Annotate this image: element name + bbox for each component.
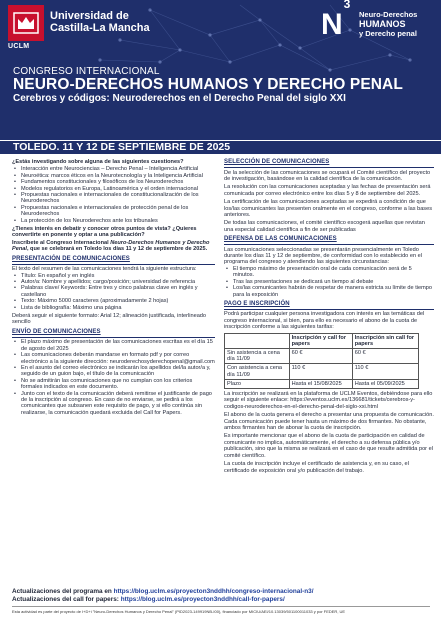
registration-info: El abono de la cuota genera el derecho a presentar una propuesta de comunicación. Cada comunicación puede tener hasta un máximo de dos firmantes. No obstante, ambos firmantes han de abonar la cuota de inscripción. [224,412,434,432]
n3-tagline-line2: HUMANOS [359,19,406,29]
list-item: • Tras las presentaciones se dedicará un tiempo al debate [224,279,434,285]
n3-tagline-line3: y Derecho penal [359,29,417,38]
list-item: • Autor/a: Nombre y apellidos; cargo/posición; universidad de referencia [12,279,215,285]
program-updates [12,588,432,596]
list-item: • Texto: Máximo 5000 caracteres (aproximadamente 2 hojas) [12,298,215,304]
table-cell: Sin asistencia a cena día 11/09 [225,349,290,364]
n3-tagline-line1: Neuro-Derechos [359,10,418,19]
list-item: • La protección de los Neuroderechos ante los tribunales [12,218,215,224]
table-cell: Hasta el 15/08/2025 [289,379,352,388]
university-name-line1: Universidad de [50,10,129,22]
table-cell: Con asistencia a cena día 11/09 [225,364,290,379]
list-item: • Propuestas nacionales e internacionales de protección penal de los Neuroderechos [12,205,215,218]
defense-intro: Las comunicaciones seleccionadas se presentarán presencialmente en Toledo durante los días 11 y 12 de septiembre, de conformidad con lo establecido en el programa del congreso y atendiendo las siguientes circunstancias: [224,246,422,266]
section-divider [224,167,434,168]
registration-info: La cuota de inscripción incluye el certificado de asistencia y, en su caso, el certificado de exposición oral y/o publicación del trabajo. [224,461,409,474]
section-title-defense: DEFENSA DE LAS COMUNICACIONES [224,236,337,243]
section-title-presentation: PRESENTACIÓN DE COMUNICACIONES [12,255,130,262]
list-item: • Propuestas nacionales e internacionales de constitucionalización de los Neuroderechos [12,192,215,205]
congress-dates: TOLEDO. 11 Y 12 DE SEPTIEMBRE DE 2025 [13,141,231,153]
funding-note: Esta actividad es parte del proyecto de I+D+i "Neuro-Derechos Humanos y Derecho Penal" (PID2023-149919NB-I00), financiado por MICIU/AEI/10.13039/501100011033 y por FEDER, UE [12,609,346,614]
invitation-tail: , que se celebrará en Toledo los días 11 y 12 de septiembre de 2025. [26,246,208,253]
right-column [224,159,434,476]
list-item: • En el asunto del correo electrónico se indicarán los apellidos del/la autor/a y, seguido de un guion bajo, el título de la comunicación [12,365,215,378]
table-header-cell: Inscripción y call for papers [289,333,352,348]
n3-tagline [359,10,417,38]
list-item: • Junto con el texto de la comunicación deberá remitirse el justificante de pago de la inscripción al congreso. En caso de no enviarse, se pedirá a los comunicantes que subsanen este requisito de pago, y si ello continúa sin realizarse, la comunicación quedará excluida del Call for Papers. [12,391,215,417]
uclm-emblem-icon [8,5,44,41]
invitation-congress-name: Neuro-Derechos Humanos y Derecho Penal [12,239,210,253]
list-item: • Fundamentos constitucionales y filosóficos de los Neuroderechos [12,179,215,185]
list-item: • No se admitirán las comunicaciones que no cumplan con los criterios formales indicados en este documento. [12,378,215,391]
n3-superscript: 3 [343,0,351,11]
updates-links [12,588,432,604]
list-item: • Modelos regulatorios en Europa, Latinoamérica y el orden internacional [12,186,215,192]
list-item: • Lista de bibliografía: Máximo una página [12,305,215,311]
question-debate: ¿Tienes interés en debatir y conocer otros puntos de vista? ¿Quieres convertirte en ponente y optar a una publicación? [12,226,197,239]
question-research: ¿Estás investigando sobre alguna de las siguientes cuestiones? [12,159,184,165]
presentation-structure-list [12,273,215,311]
list-item: • Título: En español y en inglés [12,273,215,279]
format-note: Deberá seguir el siguiente formato: Arial 12; alineación justificada, interlineado sencillo [12,313,207,326]
left-column [12,159,215,418]
table-header-row [225,333,419,348]
congress-subtitle: Cerebros y códigos: Neuroderechos en el Derecho Penal del siglo XXI [13,93,346,104]
topic-list [12,166,215,224]
university-name [50,5,150,34]
university-logo [8,5,150,41]
congress-title: NEURO-DERECHOS HUMANOS Y DERECHO PENAL [13,76,403,93]
cfp-updates [12,596,432,604]
header-banner [0,0,441,140]
fees-table [224,333,419,389]
program-updates-link[interactable]: https://blog.uclm.es/proyecton3nddhh/congreso-internacional-n3/ [113,588,314,595]
section-title-submission: ENVÍO DE COMUNICACIONES [12,328,101,335]
congress-eyebrow: CONGRESO INTERNACIONAL [13,66,160,77]
program-updates-label: Actualizaciones del programa en [12,588,114,595]
n3-letter: N [321,8,343,41]
cfp-updates-link[interactable]: https://blog.uclm.es/proyecton3nddhh/call-for-papers/ [120,596,285,603]
invitation-lead: Inscríbete al Congreso Internacional [12,239,111,246]
table-row [225,364,419,379]
invitation-text [12,240,215,253]
n3-logo [321,0,351,41]
table-cell: 110 € [352,364,418,379]
university-name-line2: Castilla-La Mancha [50,22,150,34]
registration-info: Es importante mencionar que el abono de la cuota de participación en calidad de comunicante no implica, automáticamente, el derecho a su defensa pública y/o publicación, sino que la misma se realizará en el caso de que resulte admitida por el comité científico. [224,433,433,459]
table-cell: Plazo [225,379,290,388]
section-title-payment: PAGO E INSCRIPCIÓN [224,300,290,307]
section-divider [224,309,434,310]
table-cell: 60 € [352,349,418,364]
list-item: • El tiempo máximo de presentación oral de cada comunicación será de 5 minutos. [224,266,434,279]
table-row [225,349,419,364]
list-item: • Neuroética: marcos éticos en la Neurotecnología y la Inteligencia Artificial [12,173,215,179]
cfp-updates-label: Actualizaciones del call for papers: [12,596,121,603]
table-cell: Hasta el 05/09/2025 [352,379,418,388]
list-item: • Interacción entre Neurociencias – Derecho Penal – Inteligencia Artificial [12,166,215,172]
list-item: • El plazo máximo de presentación de las comunicaciones escritas es el día 15 de agosto del 2025 [12,339,215,352]
selection-paragraph: De la selección de las comunicaciones se ocupará el Comité científico del proyecto de investigación, basándose en la calidad científica de la comunicación. [224,169,431,182]
section-title-selection: SELECCIÓN DE COMUNICACIONES [224,159,330,165]
section-divider [12,337,215,338]
footer-divider [12,606,430,607]
presentation-intro: El texto del resumen de las comunicaciones tendrá la siguiente estructura: [12,266,197,273]
table-cell: 110 € [289,364,352,379]
list-item: • Las comunicaciones deberán mandarse en formato pdf y por correo electrónico a la siguiente dirección: neuroderechosyderechopenal@gmail.com [12,352,215,365]
defense-list [224,266,434,298]
date-band [0,141,441,154]
payment-intro: Podrá participar cualquier persona investigadora con interés en las temáticas del congreso internacional, si bien, para ello es necesario el abono de la cuota de inscripción conforme a las siguientes tarifas: [224,311,425,331]
registration-info: La inscripción se realizará en la plataforma de UCLM Eventos, debiéndose para ello seguir el siguiente enlace: https://eventos.uclm.es/136681/tickets/cerebros-y-codigos-neuroderechos-en-el-derecho-penal-del-siglo-xxi.html [224,391,433,410]
table-header-cell: Inscripción sin call for papers [352,333,418,348]
table-cell: 60 € [289,349,352,364]
section-divider [224,244,434,245]
uclm-brand-label: UCLM [8,43,30,50]
submission-list [12,339,215,416]
list-item: • Los/las comunicantes habrán de respetar de manera estricta su límite de tiempo para la exposición [224,285,434,298]
section-divider [12,264,215,265]
table-header-cell [225,333,290,348]
selection-paragraph: De todas las comunicaciones, el comité científico escogerá aquellas que revistan una especial calidad científica a fin de ser publicadas [224,220,425,233]
selection-paragraph: La certificación de las comunicaciones aceptadas se expedirá a condición de que los/las comunicantes las presenten oralmente en el congreso, conforme a las bases anteriores. [224,199,433,218]
table-row [225,379,419,388]
selection-paragraph: La resolución con las comunicaciones aceptadas y las fechas de presentación será comunicada por correo electrónico entre los días 5 y 8 de septiembre del 2025. [224,184,431,197]
list-item: • Palabras clave/ Keywords: Entre tres y cinco palabras clave en inglés y castellano [12,285,215,298]
